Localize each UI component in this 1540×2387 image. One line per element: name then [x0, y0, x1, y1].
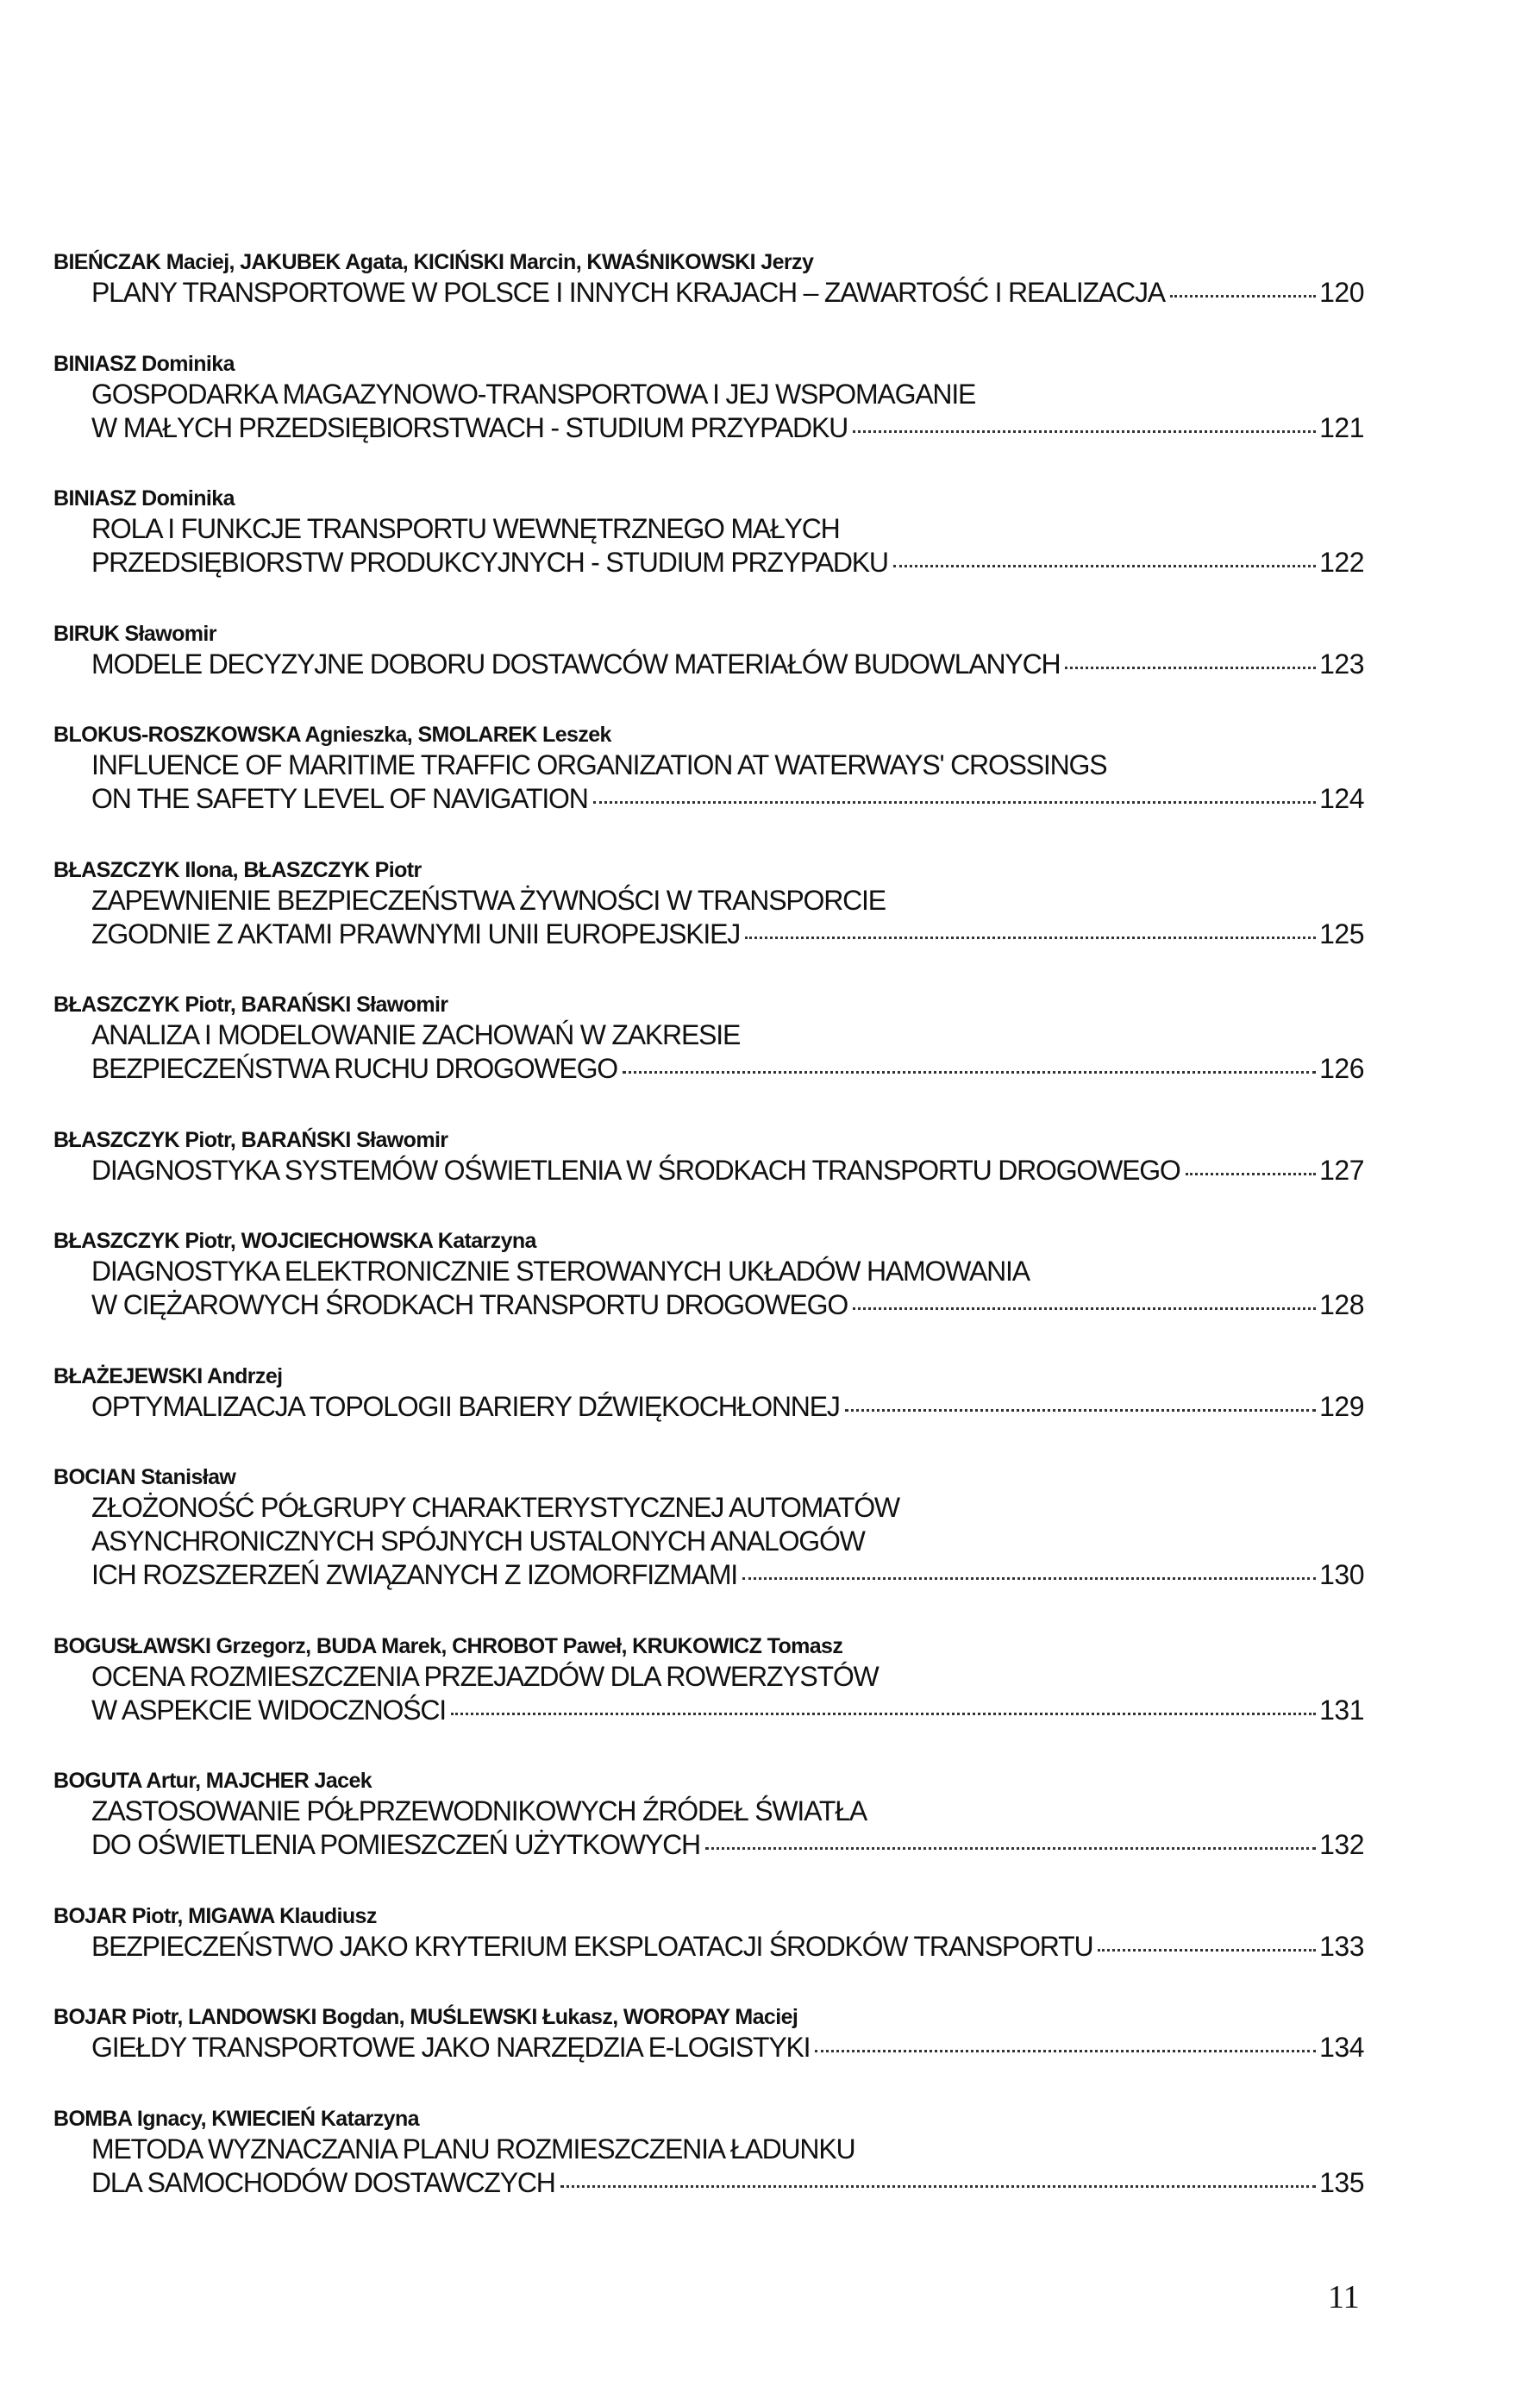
- entry-page-number: 124: [1319, 783, 1364, 814]
- entry-title-line: [91, 2133, 1364, 2166]
- entry-title-line: [91, 2031, 1364, 2064]
- entry-page-number: 127: [1319, 1154, 1364, 1186]
- entry-authors: BOCIAN Stanisław: [53, 1465, 236, 1489]
- entry-page-number: 121: [1319, 411, 1364, 443]
- entry-title-line: [91, 1154, 1364, 1187]
- toc-entry: [53, 721, 1364, 816]
- dot-leader: [853, 1307, 1316, 1310]
- dot-leader: [1065, 667, 1316, 669]
- entry-page-number: 123: [1319, 648, 1364, 680]
- entry-page-number: 134: [1319, 2032, 1364, 2063]
- entry-title-line: [91, 411, 1364, 445]
- toc-entry: [53, 1363, 1364, 1424]
- entry-title-text: DLA SAMOCHODÓW DOSTAWCZYCH: [91, 2166, 555, 2198]
- entry-authors: BOMBA Ignacy, KWIECIEŃ Katarzyna: [53, 2106, 419, 2131]
- table-of-contents: [53, 248, 1364, 2240]
- entry-title-text: W ASPEKCIE WIDOCZNOŚCI: [91, 1694, 446, 1726]
- entry-title-line: [91, 276, 1364, 310]
- entry-page-number: 131: [1319, 1694, 1364, 1726]
- entry-title-text: INFLUENCE OF MARITIME TRAFFIC ORGANIZATION AT WATERWAYS' CROSSINGS: [91, 749, 1107, 780]
- entry-title-line: [91, 1018, 1364, 1052]
- dot-leader: [560, 2185, 1316, 2188]
- entry-title-line: [91, 2166, 1364, 2200]
- entry-page-number: 130: [1319, 1559, 1364, 1590]
- entry-title-text: PRZEDSIĘBIORSTW PRODUKCYJNYCH - STUDIUM PRZYPADKU: [91, 547, 888, 578]
- entry-title-line: [91, 1052, 1364, 1086]
- entry-title-line: [91, 1491, 1364, 1525]
- dot-leader: [815, 2050, 1316, 2052]
- entry-title-text: DIAGNOSTYKA ELEKTRONICZNIE STEROWANYCH UKŁADÓW HAMOWANIA: [91, 1256, 1030, 1287]
- entry-title-line: [91, 782, 1364, 816]
- entry-title-text: DO OŚWIETLENIA POMIESZCZEŃ UŻYTKOWYCH: [91, 1829, 700, 1860]
- entry-authors: BOGUTA Artur, MAJCHER Jacek: [53, 1769, 372, 1793]
- entry-title-line: [91, 749, 1364, 782]
- entry-authors: BINIASZ Dominika: [53, 486, 235, 511]
- entry-authors: BŁASZCZYK Ilona, BŁASZCZYK Piotr: [53, 857, 422, 882]
- toc-entry: [53, 350, 1364, 445]
- entry-authors: BŁASZCZYK Piotr, BARAŃSKI Sławomir: [53, 993, 448, 1017]
- entry-title-text: ASYNCHRONICZNYCH SPÓJNYCH USTALONYCH ANALOGÓW: [91, 1526, 865, 1557]
- entry-title-text: ZASTOSOWANIE PÓŁPRZEWODNIKOWYCH ŹRÓDEŁ ŚWIATŁA: [91, 1795, 867, 1826]
- toc-entry: [53, 620, 1364, 681]
- page-number: 11: [1328, 2279, 1360, 2315]
- entry-title-text: ROLA I FUNKCJE TRANSPORTU WEWNĘTRZNEGO MAŁYCH: [91, 513, 840, 544]
- entry-page-number: 128: [1319, 1289, 1364, 1320]
- toc-entry: [53, 2003, 1364, 2064]
- entry-page-number: 133: [1319, 1930, 1364, 1962]
- dot-leader: [845, 1409, 1316, 1412]
- entry-title-text: BEZPIECZEŃSTWA RUCHU DROGOWEGO: [91, 1053, 617, 1084]
- dot-leader: [742, 1577, 1316, 1580]
- entry-title-line: [91, 378, 1364, 411]
- entry-title-text: PLANY TRANSPORTOWE W POLSCE I INNYCH KRAJACH – ZAWARTOŚĆ I REALIZACJA: [91, 277, 1165, 308]
- entry-title-text: ZAPEWNIENIE BEZPIECZEŃSTWA ŻYWNOŚCI W TRANSPORCIE: [91, 884, 886, 916]
- entry-authors: BŁASZCZYK Piotr, WOJCIECHOWSKA Katarzyna: [53, 1229, 536, 1253]
- entry-title-line: [91, 546, 1364, 580]
- toc-entry: [53, 1463, 1364, 1592]
- entry-title-line: [91, 512, 1364, 546]
- entry-authors: BLOKUS-ROSZKOWSKA Agnieszka, SMOLAREK Leszek: [53, 723, 611, 747]
- entry-title-line: [91, 1255, 1364, 1288]
- entry-title-text: W CIĘŻAROWYCH ŚRODKACH TRANSPORTU DROGOWEGO: [91, 1289, 848, 1320]
- entry-authors: BIRUK Sławomir: [53, 621, 216, 646]
- dot-leader: [893, 565, 1316, 567]
- dot-leader: [705, 1847, 1316, 1850]
- toc-entry: [53, 1126, 1364, 1187]
- entry-title-line: [91, 648, 1364, 681]
- dot-leader: [1186, 1173, 1316, 1175]
- dot-leader: [623, 1071, 1316, 1074]
- entry-authors: BOJAR Piotr, LANDOWSKI Bogdan, MUŚLEWSKI Łukasz, WOROPAY Maciej: [53, 2005, 798, 2029]
- toc-entry: [53, 485, 1364, 580]
- entry-page-number: 125: [1319, 918, 1364, 949]
- entry-title-text: OCENA ROZMIESZCZENIA PRZEJAZDÓW DLA ROWERZYSTÓW: [91, 1660, 879, 1692]
- entry-title-line: [91, 1694, 1364, 1727]
- entry-title-line: [91, 918, 1364, 951]
- entry-title-text: DIAGNOSTYKA SYSTEMÓW OŚWIETLENIA W ŚRODKACH TRANSPORTU DROGOWEGO: [91, 1154, 1180, 1186]
- entry-authors: BŁASZCZYK Piotr, BARAŃSKI Sławomir: [53, 1127, 448, 1152]
- entry-page-number: 122: [1319, 547, 1364, 578]
- entry-title-text: ZGODNIE Z AKTAMI PRAWNYMI UNII EUROPEJSKIEJ: [91, 918, 741, 949]
- entry-title-line: [91, 1795, 1364, 1828]
- entry-title-text: MODELE DECYZYJNE DOBORU DOSTAWCÓW MATERIAŁÓW BUDOWLANYCH: [91, 648, 1061, 680]
- toc-entry: [53, 1632, 1364, 1727]
- entry-title-line: [91, 1930, 1364, 1964]
- dot-leader: [593, 801, 1316, 804]
- toc-entry: [53, 991, 1364, 1086]
- entry-title-text: ZŁOŻONOŚĆ PÓŁGRUPY CHARAKTERYSTYCZNEJ AUTOMATÓW: [91, 1492, 899, 1523]
- entry-page-number: 135: [1319, 2166, 1364, 2198]
- entry-title-line: [91, 1660, 1364, 1694]
- entry-title-text: ICH ROZSZERZEŃ ZWIĄZANYCH Z IZOMORFIZMAMI: [91, 1559, 737, 1590]
- entry-title-line: [91, 1828, 1364, 1862]
- entry-authors: BOGUSŁAWSKI Grzegorz, BUDA Marek, CHROBOT Paweł, KRUKOWICZ Tomasz: [53, 1633, 843, 1658]
- dot-leader: [745, 937, 1316, 939]
- entry-title-line: [91, 1390, 1364, 1424]
- entry-authors: BOJAR Piotr, MIGAWA Klaudiusz: [53, 1903, 377, 1928]
- dot-leader: [451, 1713, 1316, 1715]
- entry-title-text: ON THE SAFETY LEVEL OF NAVIGATION: [91, 783, 588, 814]
- entry-authors: BINIASZ Dominika: [53, 351, 235, 376]
- entry-title-line: [91, 1558, 1364, 1592]
- entry-page-number: 129: [1319, 1390, 1364, 1422]
- entry-page-number: 126: [1319, 1053, 1364, 1084]
- toc-entry: [53, 1767, 1364, 1862]
- entry-authors: BŁAŻEJEWSKI Andrzej: [53, 1363, 283, 1388]
- dot-leader: [1170, 295, 1316, 298]
- toc-entry: [53, 248, 1364, 310]
- entry-title-text: GOSPODARKA MAGAZYNOWO-TRANSPORTOWA I JEJ WSPOMAGANIE: [91, 378, 976, 410]
- entry-title-text: OPTYMALIZACJA TOPOLOGII BARIERY DŹWIĘKOCHŁONNEJ: [91, 1390, 840, 1422]
- entry-title-text: BEZPIECZEŃSTWO JAKO KRYTERIUM EKSPLOATACJI ŚRODKÓW TRANSPORTU: [91, 1930, 1093, 1962]
- toc-entry: [53, 1902, 1364, 1964]
- entry-title-text: W MAŁYCH PRZEDSIĘBIORSTWACH - STUDIUM PRZYPADKU: [91, 411, 848, 443]
- entry-title-line: [91, 884, 1364, 918]
- toc-entry: [53, 856, 1364, 951]
- entry-title-text: METODA WYZNACZANIA PLANU ROZMIESZCZENIA ŁADUNKU: [91, 2133, 855, 2165]
- toc-entry: [53, 2105, 1364, 2200]
- dot-leader: [853, 430, 1316, 433]
- entry-page-number: 132: [1319, 1829, 1364, 1860]
- entry-title-line: [91, 1288, 1364, 1322]
- toc-entry: [53, 1227, 1364, 1322]
- entry-authors: BIEŃCZAK Maciej, JAKUBEK Agata, KICIŃSKI Marcin, KWAŚNIKOWSKI Jerzy: [53, 250, 814, 274]
- entry-title-text: ANALIZA I MODELOWANIE ZACHOWAŃ W ZAKRESIE: [91, 1019, 741, 1050]
- entry-page-number: 120: [1319, 277, 1364, 308]
- entry-title-text: GIEŁDY TRANSPORTOWE JAKO NARZĘDZIA E-LOGISTYKI: [91, 2032, 811, 2063]
- entry-title-line: [91, 1525, 1364, 1558]
- dot-leader: [1098, 1949, 1316, 1952]
